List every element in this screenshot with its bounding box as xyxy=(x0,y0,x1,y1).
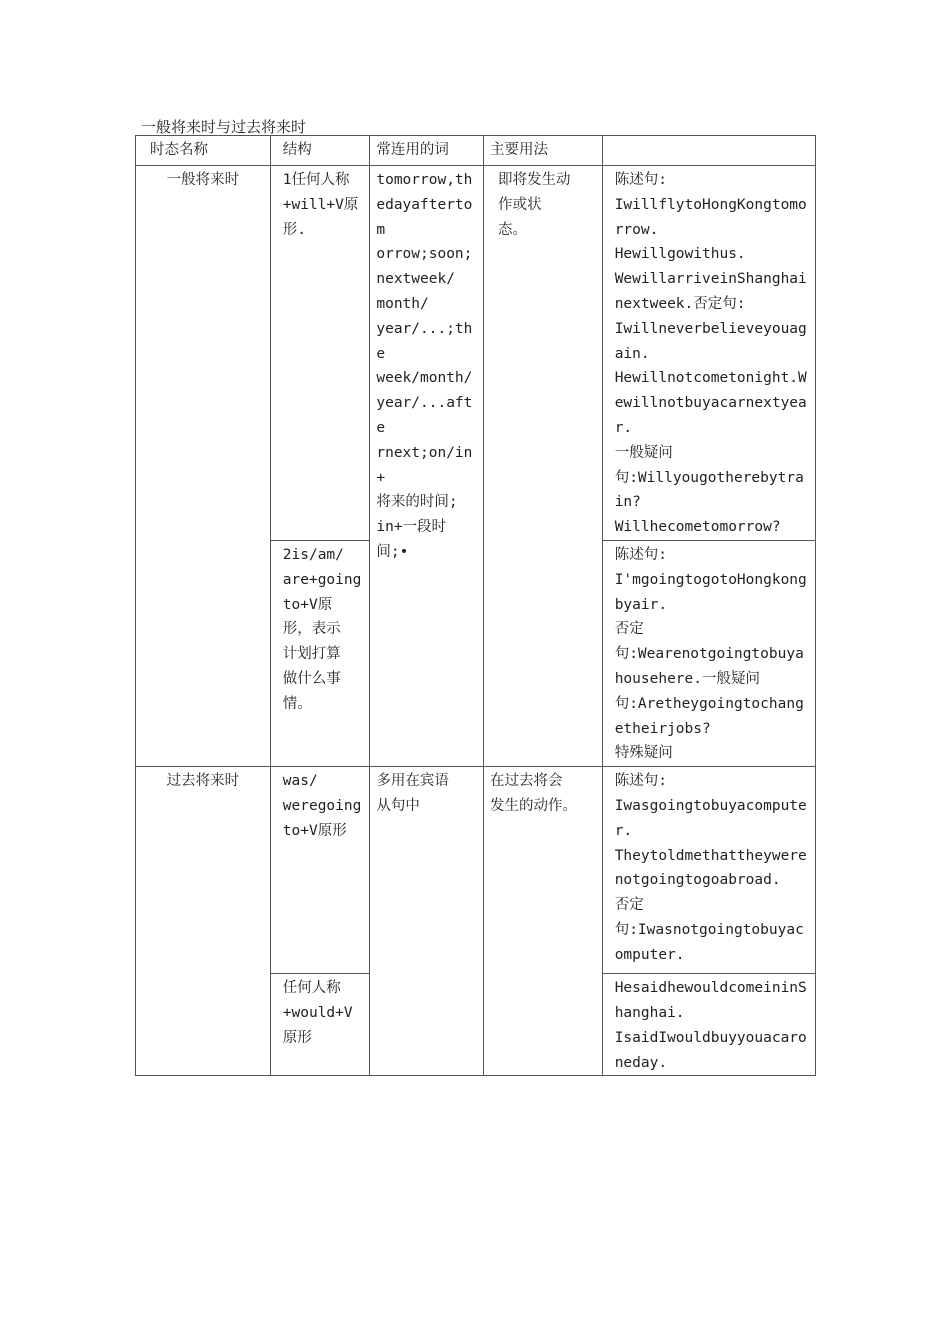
tense-table xyxy=(135,135,816,1076)
text-line: 特殊疑问 xyxy=(614,745,673,762)
text-line: 句:Iwasnotgoingtobuyac xyxy=(614,921,804,938)
text-line: rnext;on/in+ xyxy=(376,444,473,486)
text-line: 形. xyxy=(282,221,307,238)
header-structure: 结构 xyxy=(270,136,370,166)
text-line: r. xyxy=(614,822,633,839)
text-line: year/...afte xyxy=(376,395,473,436)
examples-cell xyxy=(602,974,815,1076)
text-line: ain. xyxy=(614,345,650,362)
text-line: byair. xyxy=(614,596,668,613)
text-line: 1任何人称 xyxy=(282,172,350,188)
text-line: in? xyxy=(614,494,641,511)
header-tense-name: 时态名称 xyxy=(136,136,271,166)
text-line: Iwasgoingtobuyacompute xyxy=(614,797,807,814)
text-line: 句:Aretheygoingtochang xyxy=(614,695,804,712)
text-line: notgoingtogoabroad. xyxy=(614,872,781,889)
common-words-cell xyxy=(370,767,484,1076)
text-line: Willhecometomorrow? xyxy=(614,519,781,536)
text-line: 原形 xyxy=(282,1029,312,1046)
examples-cell xyxy=(602,767,815,974)
text-line: 否定 xyxy=(614,621,644,638)
text-line: 陈述句: xyxy=(614,546,667,563)
text-line: 陈述句: xyxy=(614,172,667,188)
structure-cell xyxy=(270,767,370,974)
text-line: 即将发生动 xyxy=(498,172,571,188)
text-line: to+V原形 xyxy=(282,822,347,839)
table-header-row xyxy=(136,136,816,166)
text-line: are+going xyxy=(282,571,362,588)
text-line: nextweek.否定句: xyxy=(614,295,746,312)
header-examples xyxy=(602,136,815,166)
text-line: 陈述句: xyxy=(614,773,667,790)
text-line: WewillarriveinShanghai xyxy=(614,271,807,288)
examples-cell xyxy=(602,166,815,541)
text-line: IsaidIwouldbuyyouacaro xyxy=(614,1029,807,1046)
text-line: 发生的动作。 xyxy=(490,797,578,814)
tense-name-past-future: 过去将来时 xyxy=(136,767,271,1076)
page-title: 一般将来时与过去将来时 xyxy=(141,118,307,136)
text-line: hanghai. xyxy=(614,1004,685,1021)
text-line: 态。 xyxy=(498,221,528,238)
text-line: Hewillgowithus. xyxy=(614,246,746,263)
structure-cell xyxy=(270,540,370,766)
text-line: to+V原 xyxy=(282,596,333,613)
text-line: omputer. xyxy=(614,946,685,963)
text-line: 任何人称 xyxy=(282,980,341,997)
text-line: I'mgoingtogotoHongkong xyxy=(614,571,807,588)
table-row xyxy=(136,166,816,541)
text-line: etheirjobs? xyxy=(614,720,711,737)
text-line: 作或状 xyxy=(498,196,542,213)
header-main-usage: 主要用法 xyxy=(484,136,603,166)
text-line: in+一段时 xyxy=(376,519,447,536)
text-line: IwillflytoHongKongtomo xyxy=(614,196,807,213)
text-line: rrow. xyxy=(614,221,659,238)
text-line: 一般疑问 xyxy=(614,444,673,461)
usage-cell xyxy=(484,166,603,767)
tense-name-simple-future: 一般将来时 xyxy=(136,166,271,767)
text-line: HesaidhewouldcomeininS xyxy=(614,980,807,997)
table-row xyxy=(136,767,816,974)
text-line: 多用在宾语 xyxy=(376,773,449,790)
text-line: ewillnotbuyacarnextyea xyxy=(614,395,807,412)
text-line: tomorrow,th xyxy=(376,172,473,188)
text-line: +would+V xyxy=(282,1004,353,1021)
text-line: 间;• xyxy=(376,543,409,560)
text-line: was/ xyxy=(282,773,318,790)
text-line: orrow;soon; xyxy=(376,246,473,263)
text-line: weregoing xyxy=(282,797,362,814)
text-line: +will+V原 xyxy=(282,196,359,213)
text-line: 计划打算 xyxy=(282,646,341,663)
text-line: 做什么事 xyxy=(282,670,341,687)
common-words-cell xyxy=(370,166,484,767)
text-line: househere.一般疑问 xyxy=(614,670,761,687)
structure-cell xyxy=(270,974,370,1076)
text-line: 句:Wearenotgoingtobuya xyxy=(614,646,804,663)
text-line: r. xyxy=(614,419,633,436)
text-line: 句:Willyougotherebytra xyxy=(614,469,804,486)
usage-cell xyxy=(484,767,603,1076)
text-line: 情。 xyxy=(282,695,312,712)
text-line: Iwillneverbelieveyouag xyxy=(614,320,807,337)
examples-cell xyxy=(602,540,815,766)
text-line: neday. xyxy=(614,1054,668,1071)
text-line: month/ xyxy=(376,295,429,312)
text-line: 将来的时间; xyxy=(376,494,458,511)
text-line: 2is/am/ xyxy=(282,546,344,563)
structure-cell xyxy=(270,166,370,541)
text-line: nextweek/ xyxy=(376,271,455,288)
text-line: Theytoldmethattheywere xyxy=(614,847,807,864)
text-line: 否定 xyxy=(614,897,644,914)
text-line: Hewillnotcometonight.W xyxy=(614,370,807,387)
text-line: 形，表示 xyxy=(282,621,341,638)
text-line: edayaftertom xyxy=(376,196,473,238)
text-line: 从句中 xyxy=(376,797,420,814)
header-common-words: 常连用的词 xyxy=(370,136,484,166)
text-line: week/month/ xyxy=(376,370,473,387)
text-line: 在过去将会 xyxy=(490,773,563,790)
text-line: year/...;the xyxy=(376,320,473,362)
